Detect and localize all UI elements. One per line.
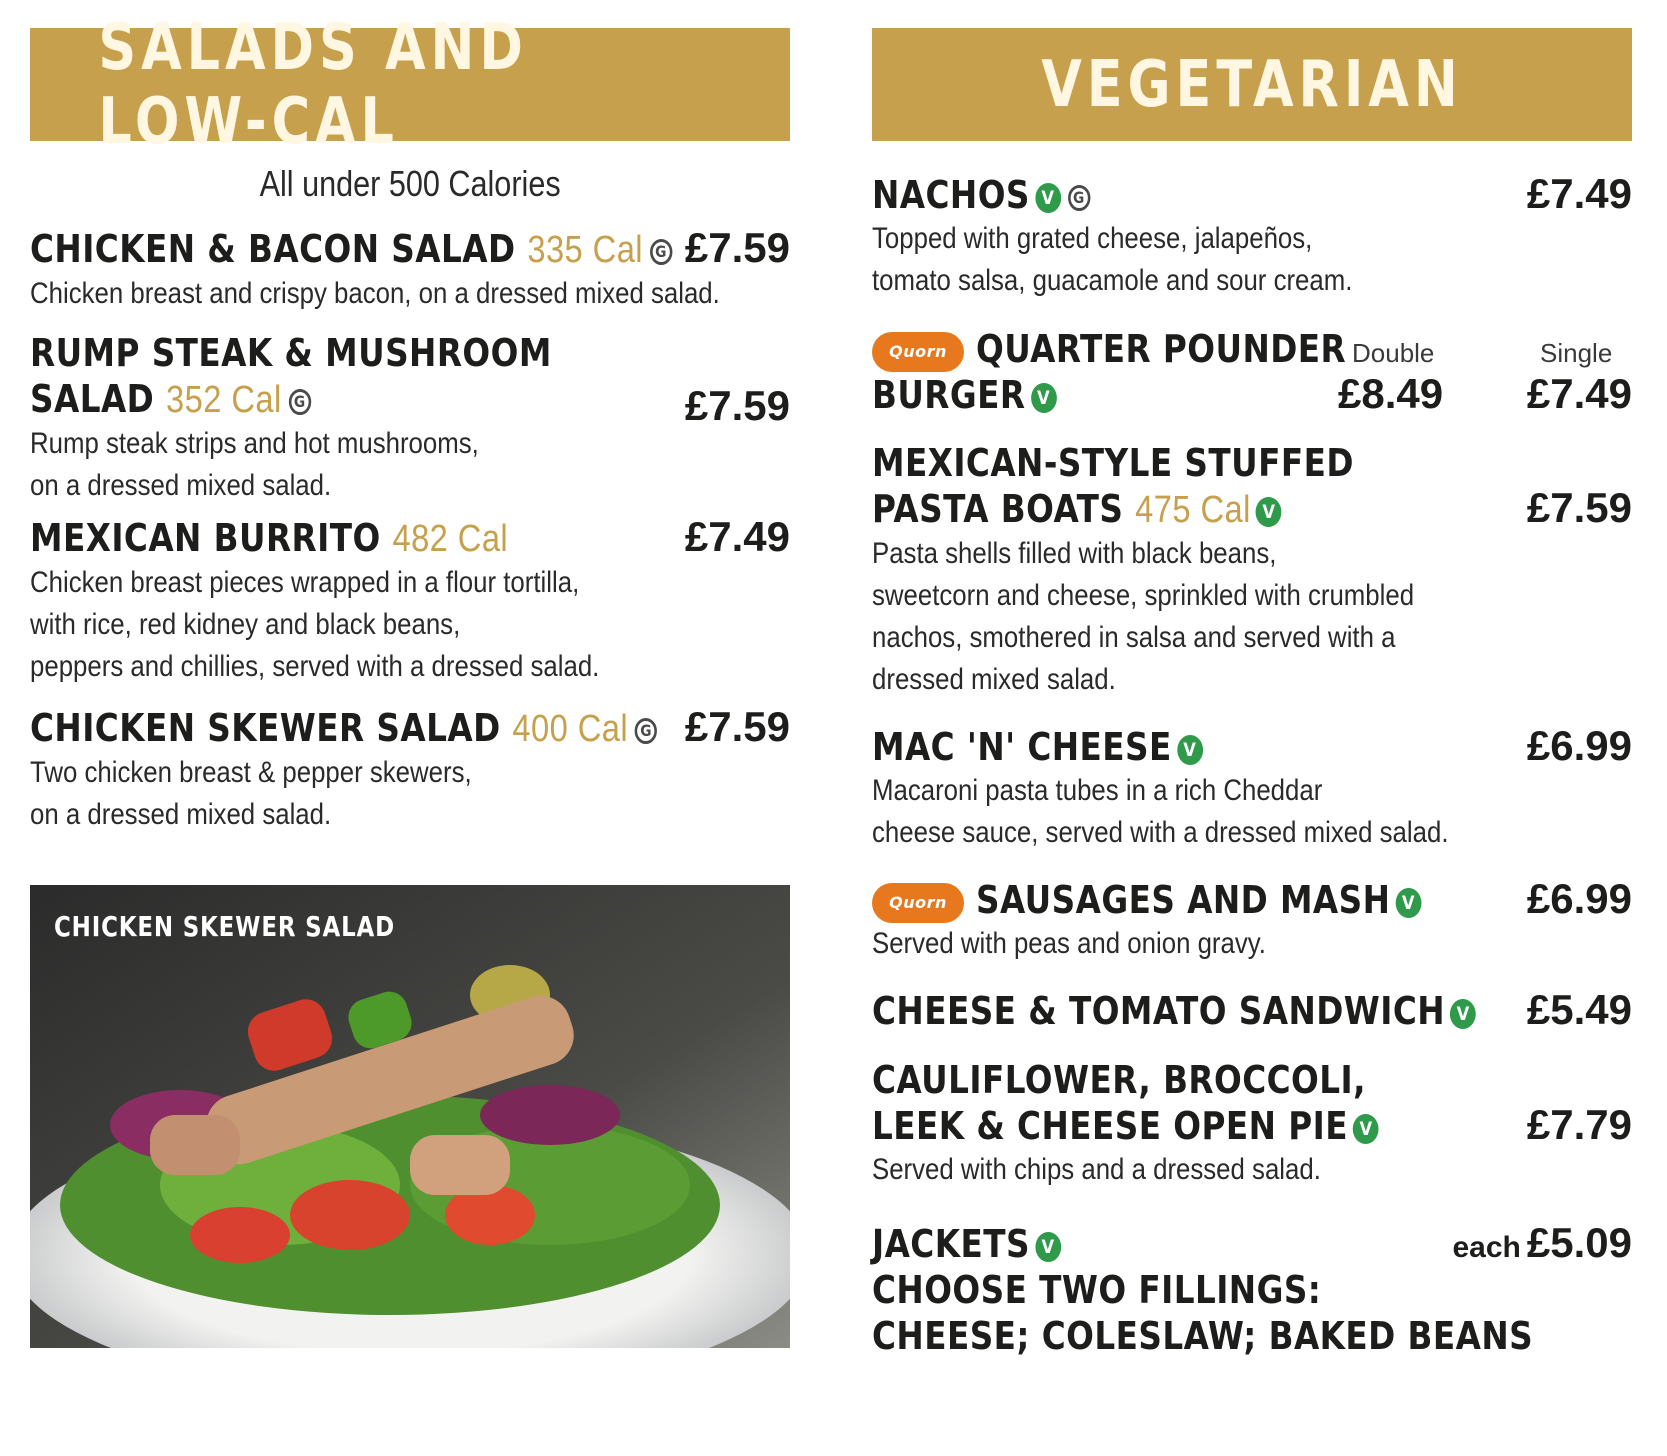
item-name: QUARTER POUNDER	[976, 327, 1347, 371]
menu-item-mexican-burrito	[30, 515, 790, 688]
item-name-cont: LEEK & CHEESE OPEN PIE	[872, 1104, 1348, 1148]
salads-header: SALADS AND LOW-CAL	[30, 28, 790, 141]
each-label: each	[1452, 1231, 1521, 1264]
item-description: Pasta shells filled with black beans, sweetcorn and cheese, sprinkled with crumbled nachos, smothered in salsa and served with a dressed mixed salad.	[872, 537, 1415, 696]
gluten-free-icon: G	[635, 718, 657, 744]
fillings-heading: CHOOSE TWO FILLINGS:	[872, 1268, 1322, 1312]
item-calories: 475 Cal	[1135, 489, 1251, 531]
vegetarian-header: VEGETARIAN	[872, 28, 1632, 141]
item-price: £6.99	[1526, 875, 1632, 922]
item-description: Chicken breast and crispy bacon, on a dressed mixed salad.	[30, 277, 720, 310]
gluten-free-icon: G	[650, 239, 672, 265]
item-description: Chicken breast pieces wrapped in a flour tortilla, with rice, red kidney and black beans, peppers and chillies, served with a dressed salad.	[30, 566, 600, 683]
item-name: JACKETS	[872, 1222, 1030, 1266]
vegetarian-icon: V	[1396, 888, 1422, 918]
menu-item-mac-n-cheese	[872, 724, 1632, 854]
salads-subtitle: All under 500 Calories	[259, 163, 561, 204]
item-price: £5.49	[1526, 986, 1632, 1033]
item-price: £7.59	[684, 224, 790, 271]
vegetarian-icon: V	[1031, 383, 1057, 413]
single-label: Single	[1540, 338, 1613, 368]
vegetarian-icon: V	[1035, 183, 1061, 213]
vegetarian-icon: V	[1353, 1114, 1379, 1144]
price-single: £7.49	[1526, 370, 1632, 417]
item-description: Two chicken breast & pepper skewers, on a dressed mixed salad.	[30, 756, 472, 831]
item-calories: 335 Cal	[527, 229, 643, 271]
item-price: £7.79	[1526, 1101, 1632, 1148]
item-price-group	[1453, 1219, 1633, 1267]
item-description: Topped with grated cheese, jalapeños, tomato salsa, guacamole and sour cream.	[872, 222, 1353, 297]
item-name: CHICKEN & BACON SALAD	[30, 227, 516, 271]
item-description: Macaroni pasta tubes in a rich Cheddar cheese sauce, served with a dressed mixed salad.	[872, 774, 1449, 849]
item-price: £7.59	[1526, 484, 1632, 531]
gluten-free-icon: G	[289, 389, 311, 415]
item-name: CHICKEN SKEWER SALAD	[30, 706, 501, 750]
item-name: CAULIFLOWER, BROCCOLI,	[872, 1058, 1366, 1102]
item-name-cont: PASTA BOATS	[872, 487, 1124, 531]
item-description: Served with peas and onion gravy.	[872, 927, 1266, 960]
item-calories: 352 Cal	[166, 379, 282, 421]
menu-item-chicken-bacon-salad	[30, 226, 790, 315]
menu-item-jackets	[872, 1221, 1632, 1359]
item-name: RUMP STEAK & MUSHROOM	[30, 331, 552, 375]
item-price: £7.59	[684, 382, 790, 429]
item-name: NACHOS	[872, 173, 1030, 217]
vegetarian-icon: V	[1450, 999, 1476, 1029]
vegetarian-icon: V	[1177, 735, 1203, 765]
price-double: £8.49	[1338, 370, 1444, 417]
menu-item-sausages-and-mash	[872, 877, 1632, 965]
item-name: MEXICAN-STYLE STUFFED	[872, 441, 1354, 485]
menu-item-rump-steak-salad	[30, 330, 790, 507]
quorn-logo-icon: Quorn	[872, 332, 964, 372]
item-name: CHEESE & TOMATO SANDWICH	[872, 989, 1446, 1033]
item-name: SAUSAGES AND MASH	[976, 878, 1391, 922]
menu-item-chicken-skewer-salad	[30, 705, 790, 836]
chicken-skewer-salad-photo	[30, 885, 790, 1348]
menu-item-pasta-boats	[872, 440, 1632, 701]
item-name: MAC 'N' CHEESE	[872, 725, 1172, 769]
photo-caption: CHICKEN SKEWER SALAD	[54, 910, 396, 943]
item-price: £6.99	[1526, 722, 1632, 769]
salad-image	[30, 885, 790, 1348]
item-price: £7.59	[684, 703, 790, 750]
fillings-list: CHEESE; COLESLAW; BAKED BEANS	[872, 1314, 1534, 1358]
menu-item-cheese-tomato-sandwich	[872, 988, 1632, 1034]
item-name-cont: BURGER	[872, 373, 1026, 417]
double-label: Double	[1352, 338, 1435, 368]
gluten-free-icon: G	[1068, 185, 1090, 211]
item-description: Served with chips and a dressed salad.	[872, 1153, 1321, 1186]
item-description: Rump steak strips and hot mushrooms, on a dressed mixed salad.	[30, 427, 479, 502]
item-calories: 482 Cal	[392, 518, 509, 560]
item-name-cont: SALAD	[30, 377, 155, 421]
vegetarian-icon: V	[1256, 497, 1282, 527]
item-price: £7.49	[684, 513, 790, 560]
menu-item-nachos	[872, 172, 1632, 302]
menu-item-quarter-pounder	[872, 326, 1632, 418]
item-calories: 400 Cal	[512, 708, 629, 750]
quorn-logo-icon: Quorn	[872, 883, 964, 923]
vegetarian-icon: V	[1035, 1232, 1061, 1262]
menu-item-open-pie	[872, 1057, 1632, 1191]
item-price: £5.09	[1526, 1219, 1632, 1266]
item-price: £7.49	[1526, 170, 1632, 217]
item-name: MEXICAN BURRITO	[30, 516, 381, 560]
